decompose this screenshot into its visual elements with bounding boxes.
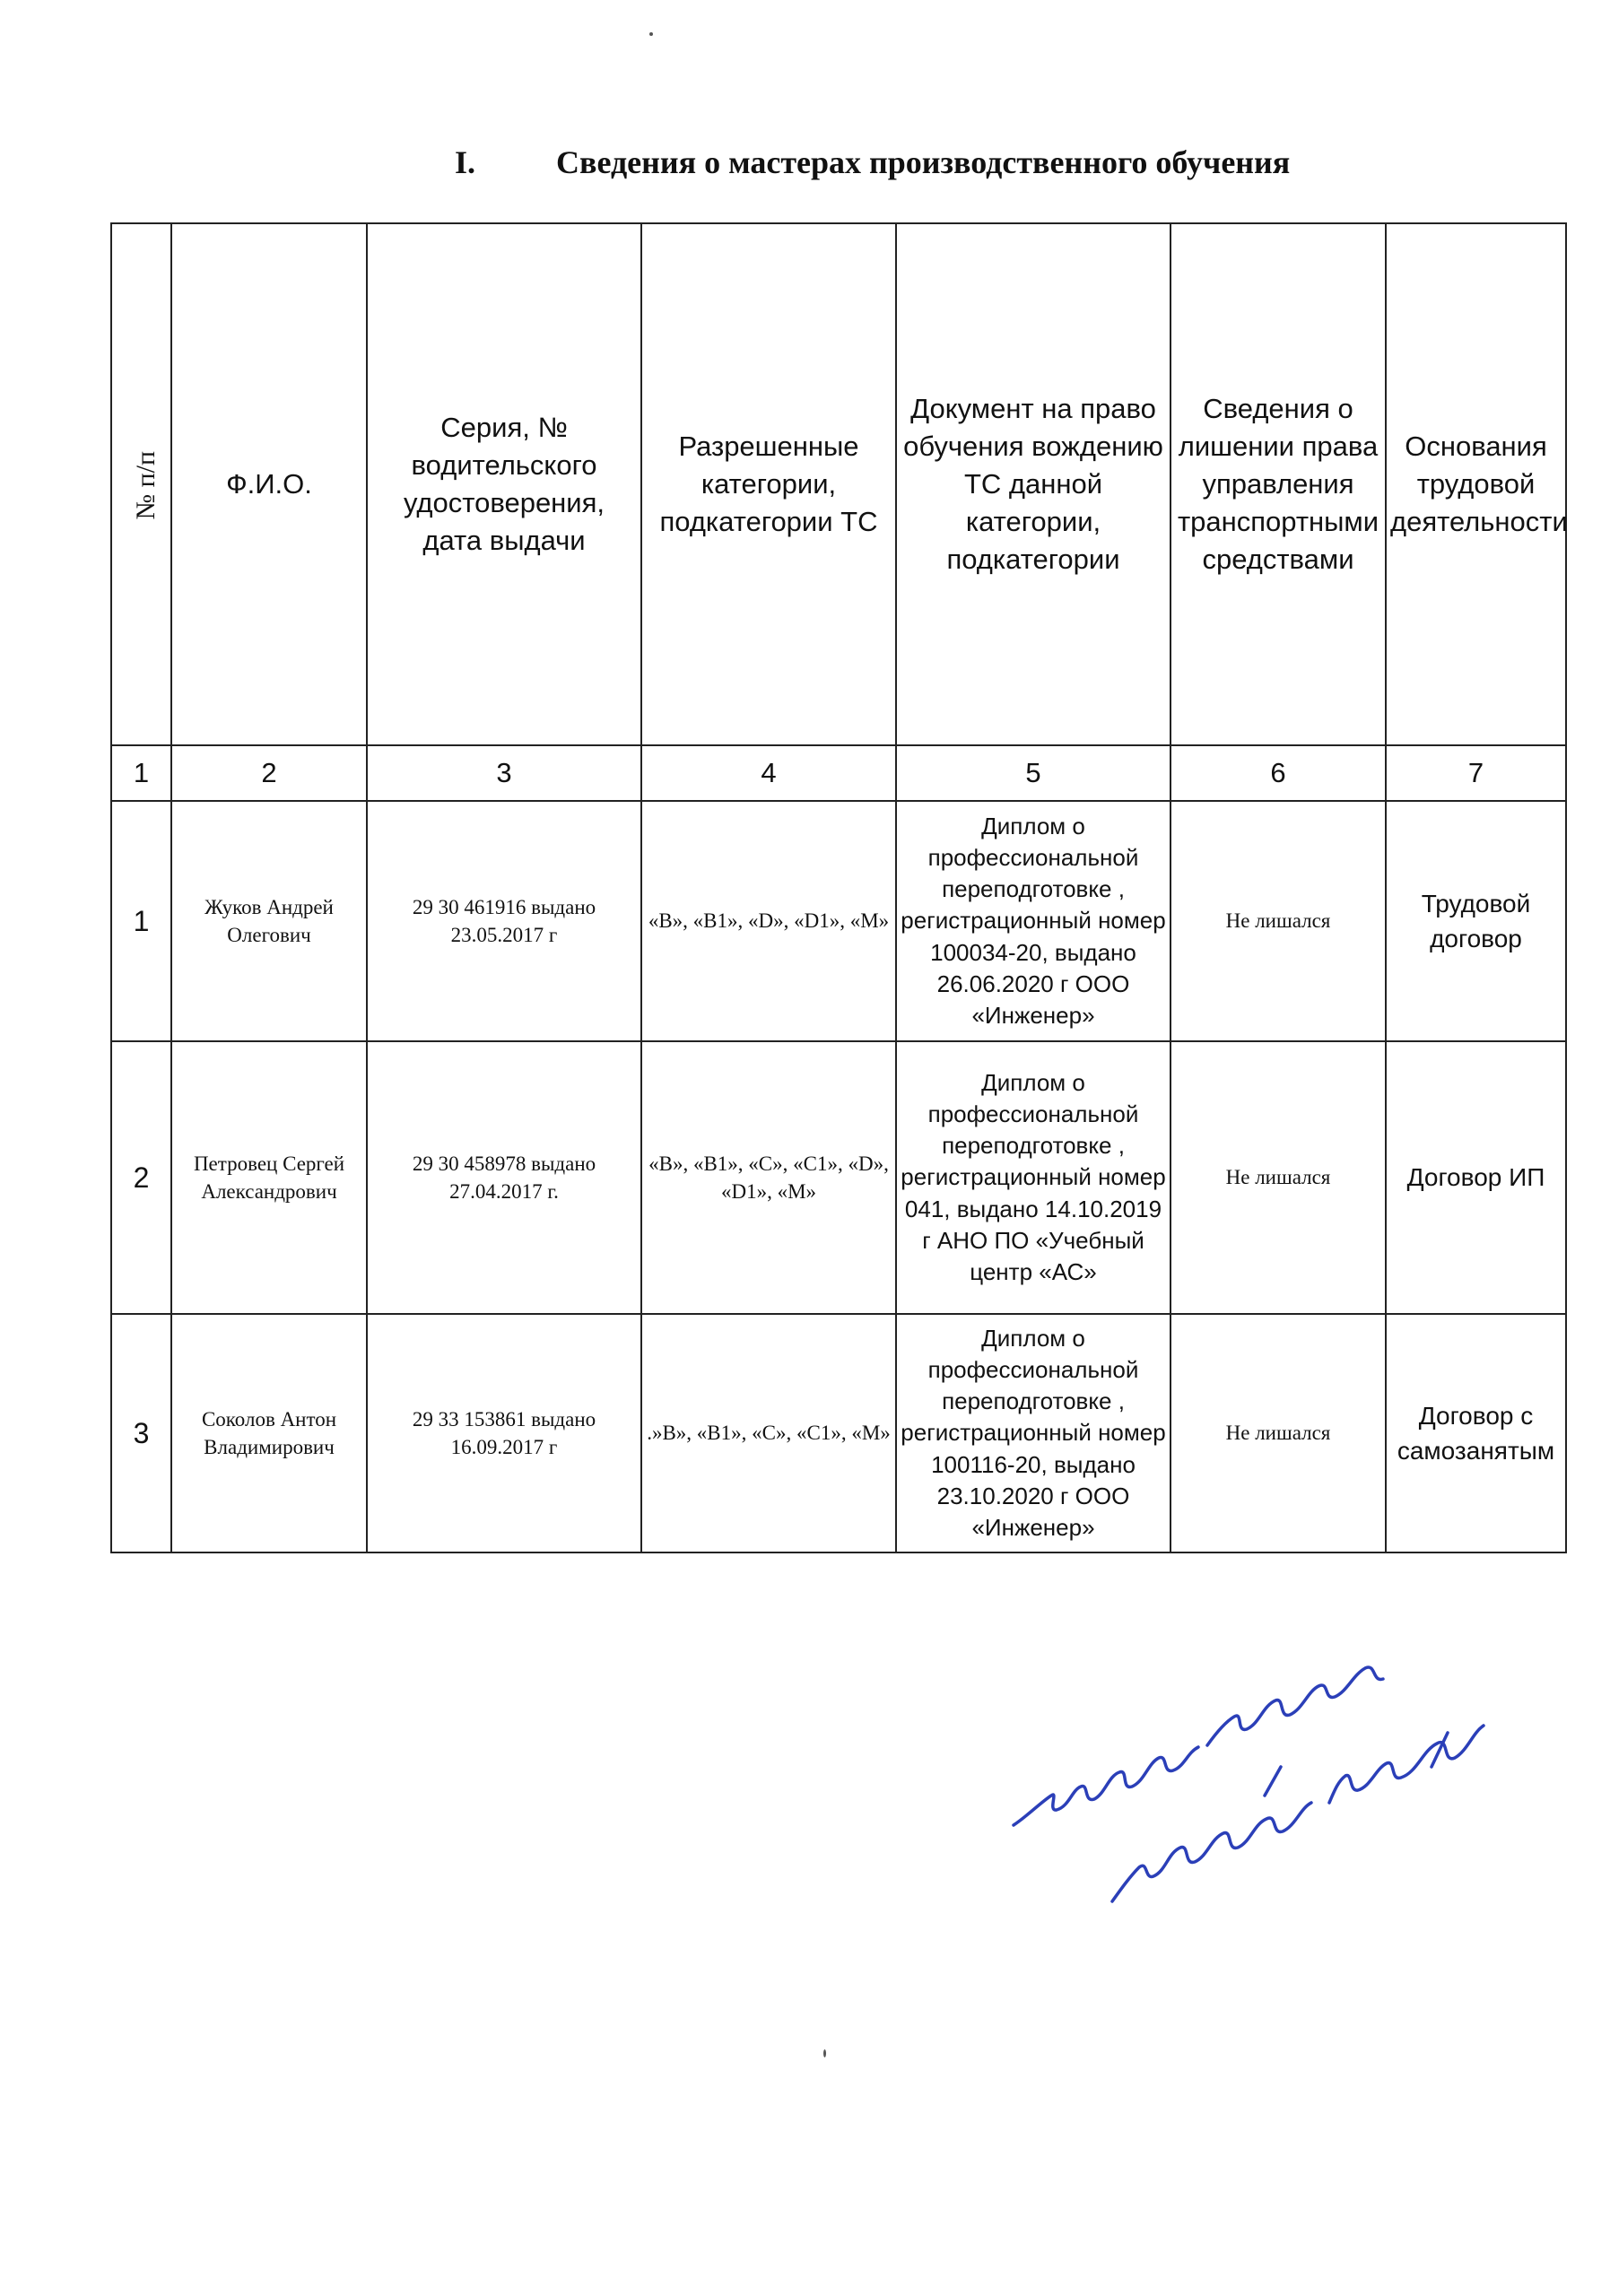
header-cell-document: Документ на право обучения вождению ТС данной категории, подкатегории [896, 223, 1171, 745]
categories-cell: .»B», «B1», «C», «C1», «M» [641, 1314, 896, 1552]
heading-title: Сведения о мастерах производственного обучения [556, 144, 1291, 180]
license-cell: 29 30 461916 выдано 23.05.2017 г [367, 801, 641, 1041]
basis-cell: Трудовой договор [1386, 801, 1566, 1041]
column-number: 3 [367, 745, 641, 801]
deprivation-cell: Не лишался [1171, 1041, 1386, 1314]
header-cell-categories: Разрешенные категории, подкатегории ТС [641, 223, 896, 745]
license-cell: 29 33 153861 выдано 16.09.2017 г [367, 1314, 641, 1552]
row-number-cell: 3 [111, 1314, 171, 1552]
column-number: 4 [641, 745, 896, 801]
column-number: 2 [171, 745, 367, 801]
handwritten-signature [996, 1632, 1498, 1928]
column-number: 6 [1171, 745, 1386, 801]
basis-cell: Договор с самозанятым [1386, 1314, 1566, 1552]
column-number: 1 [111, 745, 171, 801]
header-cell-license: Серия, № водительского удостоверения, дата выдачи [367, 223, 641, 745]
row-number-cell: 2 [111, 1041, 171, 1314]
header-cell-basis: Основания трудовой деятельности [1386, 223, 1566, 745]
table-header-row [111, 223, 1566, 745]
heading-number: I. [455, 144, 476, 180]
column-number: 7 [1386, 745, 1566, 801]
scan-speck [823, 2049, 826, 2057]
license-cell: 29 30 458978 выдано 27.04.2017 г. [367, 1041, 641, 1314]
deprivation-cell: Не лишался [1171, 801, 1386, 1041]
deprivation-cell: Не лишался [1171, 1314, 1386, 1552]
table-row [111, 1041, 1566, 1314]
scan-speck [649, 32, 653, 36]
categories-cell: «B», «B1», «C», «C1», «D», «D1», «M» [641, 1041, 896, 1314]
basis-cell: Договор ИП [1386, 1041, 1566, 1314]
header-cell-name: Ф.И.О. [171, 223, 367, 745]
header-cell-deprivation: Сведения о лишении права управления транспортными средствами [1171, 223, 1386, 745]
document-cell: Диплом о профессиональной переподготовке , регистрационный номер 100116-20, выдано 23.10.2020 г ООО «Инженер» [896, 1314, 1171, 1552]
row-number-cell: 1 [111, 801, 171, 1041]
table-row [111, 801, 1566, 1041]
header-cell-number: № п/п [111, 223, 171, 745]
document-cell: Диплом о профессиональной переподготовке , регистрационный номер 041, выдано 14.10.2019 г АНО ПО «Учебный центр «АС» [896, 1041, 1171, 1314]
name-cell: Жуков Андрей Олегович [171, 801, 367, 1041]
name-cell: Петровец Сергей Александрович [171, 1041, 367, 1314]
document-cell: Диплом о профессиональной переподготовке , регистрационный номер 100034-20, выдано 26.06.2020 г ООО «Инженер» [896, 801, 1171, 1041]
categories-cell: «B», «B1», «D», «D1», «M» [641, 801, 896, 1041]
column-number: 5 [896, 745, 1171, 801]
table-row [111, 1314, 1566, 1552]
name-cell: Соколов Антон Владимирович [171, 1314, 367, 1552]
instructors-table [110, 222, 1567, 1553]
column-numbers-row [111, 745, 1566, 801]
